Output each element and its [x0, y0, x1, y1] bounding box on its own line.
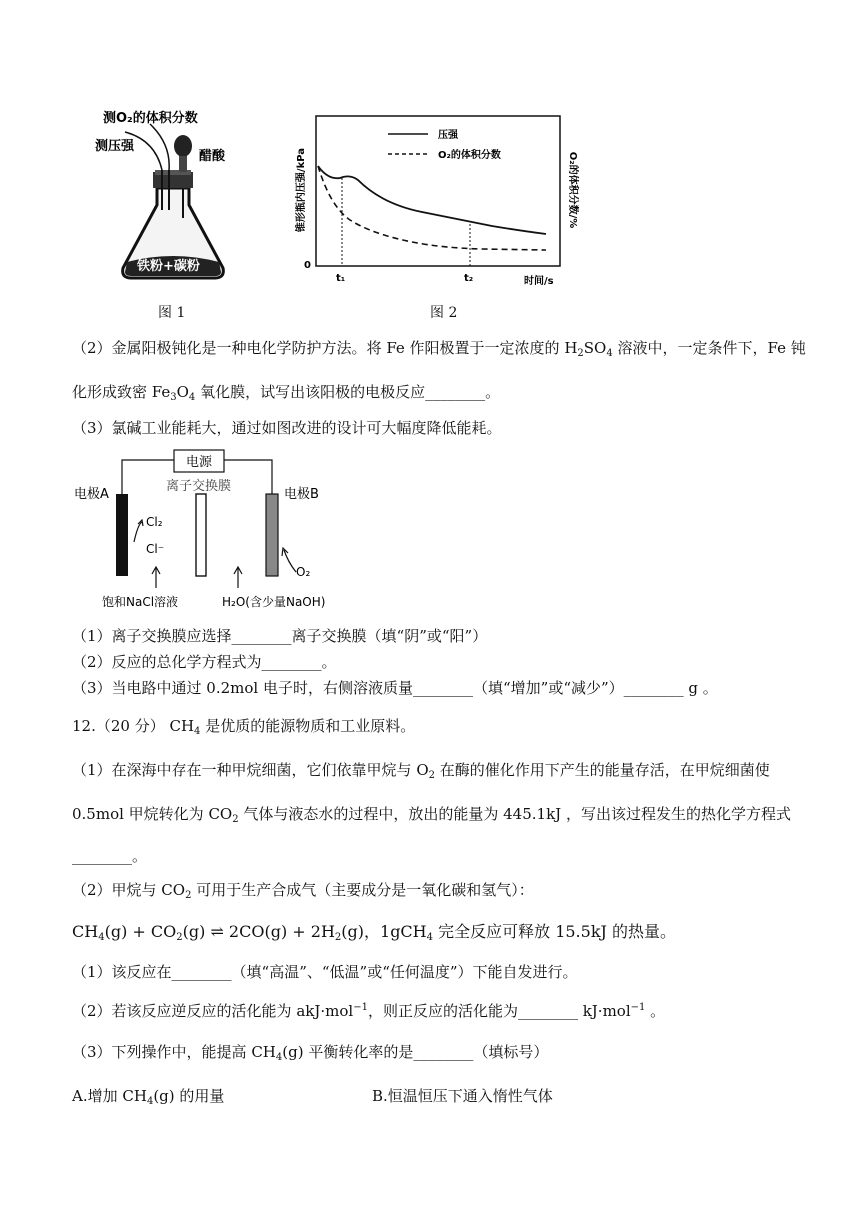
right-solution-label: H₂O(含少量NaOH) [222, 595, 326, 609]
electrode-b [266, 494, 278, 576]
question-12-2-intro: （2）甲烷与 $CO_2$ 可用于生产合成气（主要成分是一氧化碳和氢气）： [72, 881, 534, 901]
dropper-bulb [174, 135, 192, 157]
question-12-1-line-1: （1）在深海中存在一种甲烷细菌，它们依靠甲烷与 $O_2$ 在酶的催化作用下产生的能量存活，在甲烷细菌使 [72, 761, 770, 781]
label-o2-fraction: 测O₂的体积分数 [103, 111, 198, 126]
question-12-1-line-2: 0.5mol 甲烷转化为 $CO_2$ 气体与液态水的过程中，放出的能量为 445.1kJ ，写出该过程发生的热化学方程式 [72, 805, 791, 825]
o2-label: O₂ [296, 565, 311, 579]
ion-exchange-membrane [196, 494, 206, 576]
legend-pressure: 压强 [438, 130, 458, 141]
y-axis-left-label: 锥形瓶内压强/kPa [296, 147, 307, 233]
figure-1-flask [95, 110, 235, 290]
question-3-1: （1）离子交换膜应选择________离子交换膜（填“阴”或“阳”） [72, 627, 488, 645]
electrode-a [116, 494, 128, 576]
question-12-1-line-3: ________。 [72, 847, 148, 865]
figure-2-graph [292, 108, 582, 293]
label-pressure: 测压强 [95, 139, 135, 154]
t1-label: t₁ [336, 273, 346, 284]
origin-label: 0 [304, 260, 311, 271]
question-12-2-3: （3）下列操作中，能提高 $CH_4(g)$ 平衡转化率的是________（填标号） [72, 1043, 549, 1063]
cl2-label: Cl₂ [146, 515, 163, 529]
question-3-2: （2）反应的总化学方程式为________。 [72, 653, 337, 671]
label-acetic-acid: 醋酸 [199, 149, 226, 164]
electrode-b-label: 电极B [284, 487, 319, 502]
x-axis-label: 时间/s [524, 276, 554, 287]
caption-figure-1: 图 1 [158, 305, 186, 321]
question-12-2-1: （1）该反应在________（填“高温”、“低温”或“任何温度”）下能自发进行。 [72, 963, 578, 981]
power-label: 电源 [185, 455, 213, 470]
cl-minus-label: Cl⁻ [146, 542, 165, 556]
question-3-intro: （3）氯碱工业能耗大，通过如图改进的设计可大幅度降低能耗。 [72, 419, 502, 437]
label-powder: 铁粉+碳粉 [137, 259, 200, 274]
question-2-line-2: 化形成致密 $Fe_3O_4$ 氧化膜，试写出该阳极的电极反应________。 [72, 383, 501, 403]
t2-label: t₂ [464, 273, 474, 284]
legend-o2: O₂的体积分数 [438, 150, 501, 161]
question-12-title: 12.（20 分） $CH_4$ 是优质的能源物质和工业原料。 [72, 717, 416, 737]
reaction-equation: $CH_4(g) + CO_2(g)$ ⇌ $2CO(g) + 2H_2(g)$，1gCH$_4$ 完全反应可释放 15.5kJ 的热量。 [72, 922, 677, 943]
option-b: B.恒温恒压下通入惰性气体 [372, 1087, 553, 1105]
membrane-label: 离子交换膜 [166, 479, 232, 494]
electrode-a-label: 电极A [74, 487, 109, 502]
question-3-3: （3）当电路中通过 0.2mol 电子时，右侧溶液质量________（填“增加”或“减少”）________ g 。 [72, 679, 718, 697]
o2-fraction-curve [318, 166, 546, 250]
pressure-curve [318, 166, 546, 234]
question-12-2-2: （2）若该反应逆反应的活化能为 akJ·mol$^{-1}$，则正反应的活化能为________ kJ·mol$^{-1}$ 。 [72, 1002, 666, 1020]
caption-figure-2: 图 2 [430, 305, 458, 321]
option-a: A.增加 $CH_4(g)$ 的用量 [72, 1087, 225, 1107]
question-2-line-1: （2）金属阳极钝化是一种电化学防护方法。将 Fe 作阳极置于一定浓度的 $H_2SO_4$ 溶液中，一定条件下，Fe 钝 [72, 339, 806, 359]
left-solution-label: 饱和NaCl溶液 [102, 595, 179, 609]
y-axis-right-label: O₂的体积分数/% [567, 151, 578, 229]
figure-3-electrolysis [72, 448, 372, 614]
